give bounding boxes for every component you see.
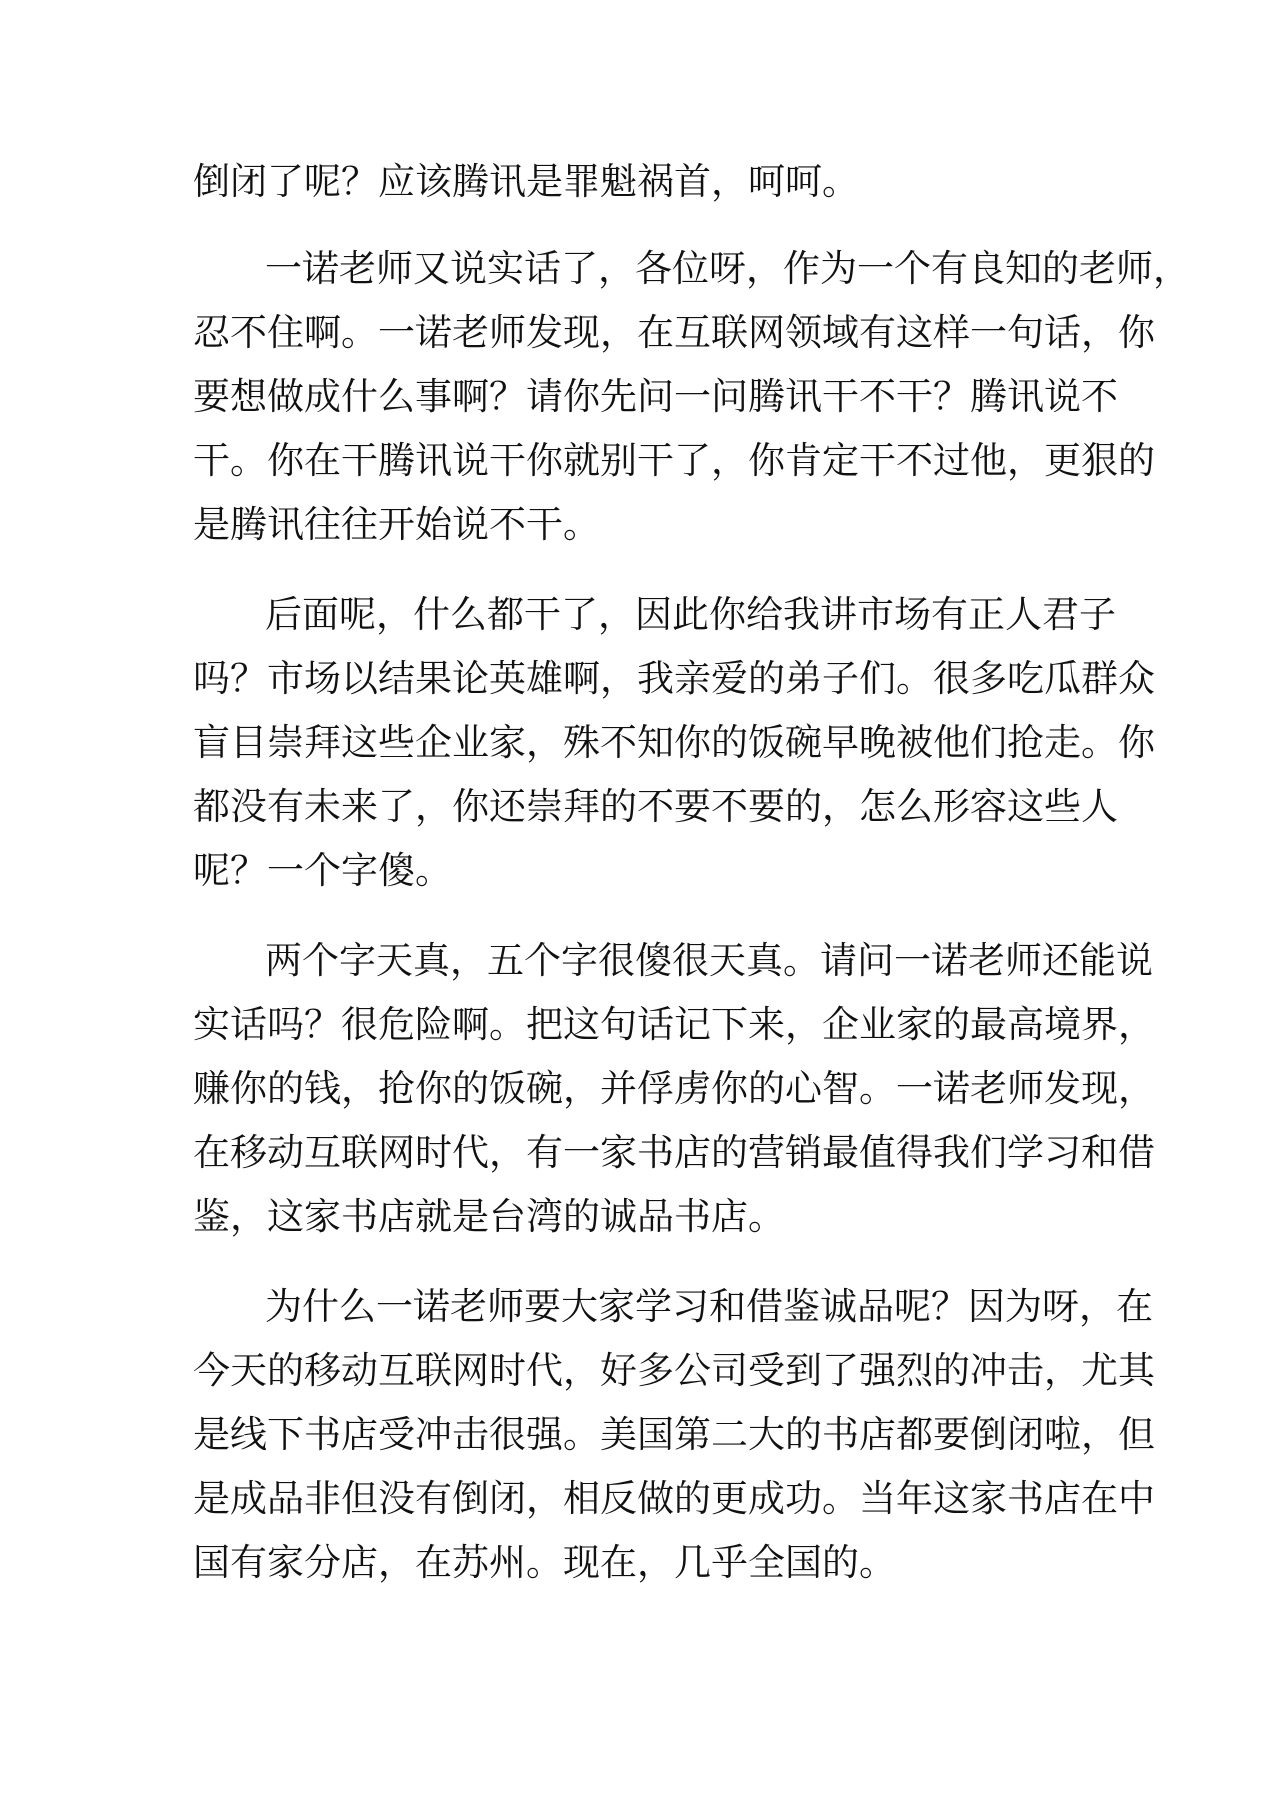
paragraph-line: 吗？市场以结果论英雄啊，我亲爱的弟子们。很多吃瓜群众 xyxy=(193,657,1155,700)
paragraph-line: 是线下书店受冲击很强。美国第二大的书店都要倒闭啦，但 xyxy=(193,1413,1155,1456)
paragraph-line: 两个字天真，五个字很傻很天真。请问一诺老师还能说 xyxy=(265,939,1153,982)
paragraph-line: 盲目崇拜这些企业家，殊不知你的饭碗早晚被他们抢走。你 xyxy=(193,721,1155,764)
paragraph-line: 一诺老师又说实话了，各位呀，作为一个有良知的老师， xyxy=(265,247,1190,290)
paragraph-line: 要想做成什么事啊？请你先问一问腾讯干不干？腾讯说不 xyxy=(193,375,1118,418)
paragraph-line: 国有家分店，在苏州。现在，几乎全国的。 xyxy=(193,1541,896,1584)
paragraph-line: 实话吗？很危险啊。把这句话记下来，企业家的最高境界， xyxy=(193,1003,1155,1046)
paragraph-line: 赚你的钱，抢你的饭碗，并俘虏你的心智。一诺老师发现， xyxy=(193,1067,1155,1110)
paragraph-line: 干。你在干腾讯说干你就别干了，你肯定干不过他，更狠的 xyxy=(193,439,1155,482)
paragraph-line: 是成品非但没有倒闭，相反做的更成功。当年这家书店在中 xyxy=(193,1477,1155,1520)
paragraph-line: 为什么一诺老师要大家学习和借鉴诚品呢？因为呀，在 xyxy=(265,1285,1153,1328)
paragraph-line: 呢？一个字傻。 xyxy=(193,849,452,892)
paragraph-line: 倒闭了呢？应该腾讯是罪魁祸首，呵呵。 xyxy=(193,160,859,203)
paragraph-line: 后面呢，什么都干了，因此你给我讲市场有正人君子 xyxy=(265,593,1116,636)
paragraph-line: 今天的移动互联网时代，好多公司受到了强烈的冲击，尤其 xyxy=(193,1349,1155,1392)
paragraph-line: 鉴，这家书店就是台湾的诚品书店。 xyxy=(193,1195,785,1238)
paragraph-line: 都没有未来了，你还崇拜的不要不要的，怎么形容这些人 xyxy=(193,785,1118,828)
paragraph-line: 是腾讯往往开始说不干。 xyxy=(193,503,600,546)
paragraph-line: 忍不住啊。一诺老师发现，在互联网领域有这样一句话，你 xyxy=(193,311,1155,354)
paragraph-line: 在移动互联网时代，有一家书店的营销最值得我们学习和借 xyxy=(193,1131,1155,1174)
